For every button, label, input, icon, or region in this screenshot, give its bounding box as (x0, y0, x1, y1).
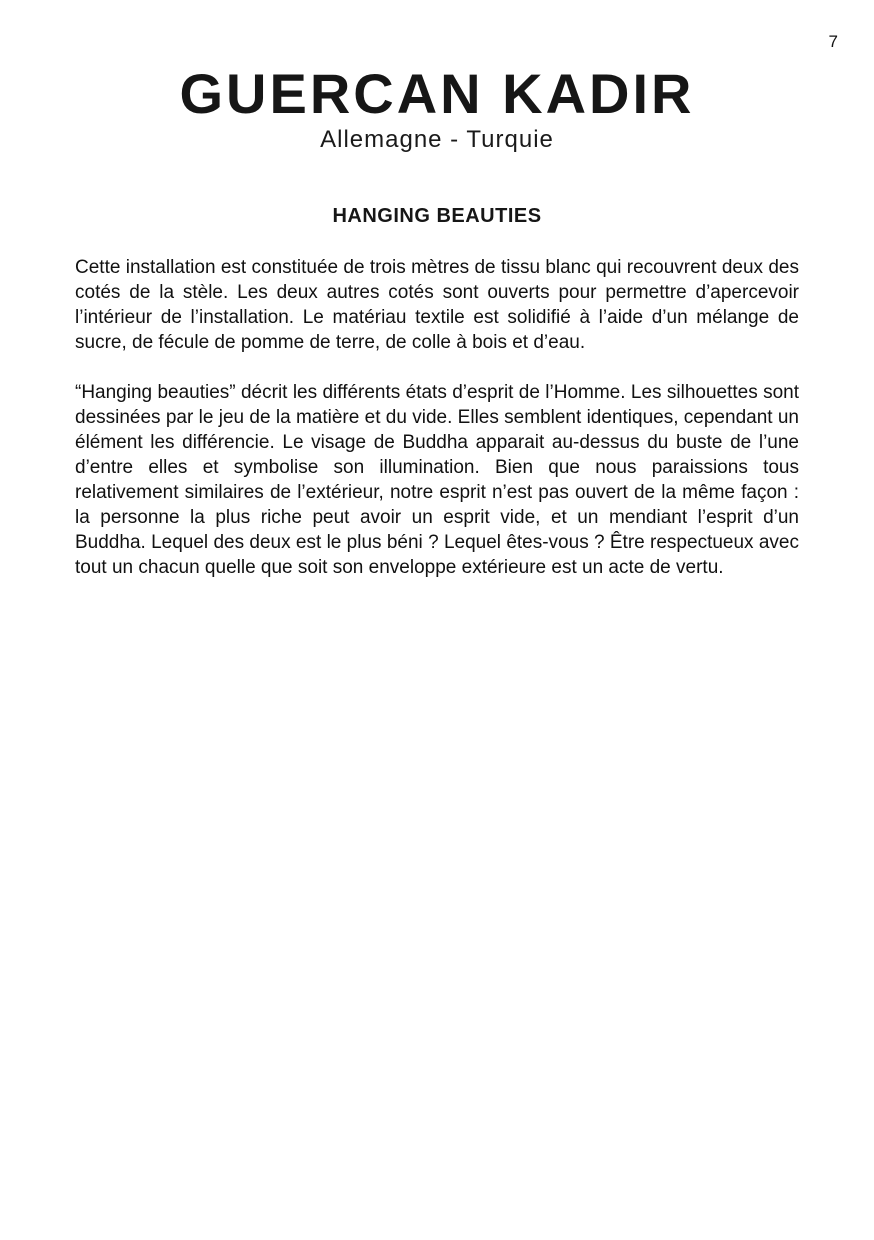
page-header (0, 62, 874, 154)
work-description (75, 255, 799, 580)
page-number: 7 (828, 32, 838, 51)
description-paragraph-1: Cette installation est constituée de trois mètres de tissu blanc qui recouvrent deux des cotés de la stèle. Les deux autres cotés sont ouverts pour permettre d’apercevoir l’intérieur de l’installation. Le matériau textile est solidifié à l’aide d’un mélange de sucre, de fécule de pomme de terre, de colle à bois et d’eau. (75, 257, 799, 353)
work-title: HANGING BEAUTIES (332, 205, 542, 227)
artist-origin: Allemagne - Turquie (320, 126, 554, 153)
description-paragraph-2: “Hanging beauties” décrit les différents états d’esprit de l’Homme. Les silhouettes sont dessinées par le jeu de la matière et du vide. Elles semblent identiques, cependant un élément les différencie. Le visage de Buddha apparait au-dessus du buste de l’une d’entre elles et symbolise son illumination. Bien que nous paraissions tous relativement similaires de l’extérieur, notre esprit n’est pas ouvert de la même façon : la personne la plus riche peut avoir un esprit vide, et un mendiant l’esprit d’un Buddha. Lequel des deux est le plus béni ? Lequel êtes-vous ? Être respectueux avec tout un chacun quelle que soit son enveloppe extérieure est un acte de vertu. (75, 382, 799, 578)
artist-name: GUERCAN KADIR (179, 62, 695, 125)
